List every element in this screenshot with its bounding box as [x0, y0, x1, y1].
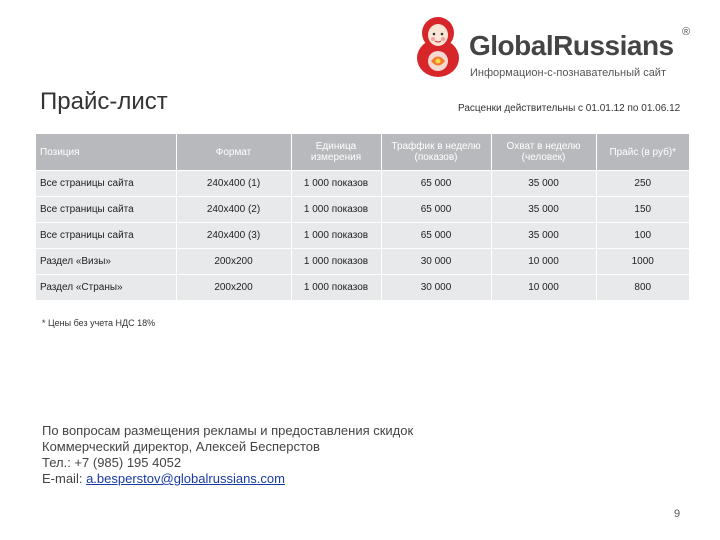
logo-tagline: Информацион-с-познавательный сайт	[470, 67, 666, 79]
cell-reach: 10 000	[491, 249, 596, 275]
cell-price: 150	[596, 197, 689, 223]
email-link[interactable]: a.besperstov@globalrussians.com	[86, 471, 285, 486]
cell-position: Все страницы сайта	[36, 171, 176, 197]
cell-price: 1000	[596, 249, 689, 275]
vat-footnote: * Цены без учета НДС 18%	[42, 318, 156, 328]
table-row	[36, 249, 689, 275]
column-header-traffic: Траффик в неделю (показов)	[381, 134, 491, 171]
contact-email-line	[42, 471, 413, 487]
logo-name: GlobalRussians	[469, 30, 674, 61]
registered-mark: ®	[682, 26, 691, 38]
cell-unit: 1 000 показов	[291, 249, 381, 275]
cell-reach: 35 000	[491, 223, 596, 249]
table-header-row	[36, 134, 689, 171]
table-row	[36, 171, 689, 197]
cell-position: Все страницы сайта	[36, 223, 176, 249]
contact-intro: По вопросам размещения рекламы и предоставления скидок	[42, 423, 414, 438]
cell-unit: 1 000 показов	[291, 171, 381, 197]
cell-unit: 1 000 показов	[291, 223, 381, 249]
cell-unit: 1 000 показов	[291, 275, 381, 301]
cell-reach: 35 000	[491, 171, 596, 197]
contact-block	[42, 423, 413, 487]
cell-traffic: 65 000	[381, 171, 491, 197]
contact-person: Коммерческий директор, Алексей Бесперстов	[42, 439, 320, 454]
table-row	[36, 223, 689, 249]
cell-unit: 1 000 показов	[291, 197, 381, 223]
cell-reach: 10 000	[491, 275, 596, 301]
column-header-price: Прайс (в руб)*	[596, 134, 689, 171]
page-number: 9	[674, 508, 681, 520]
email-label: E-mail:	[42, 471, 87, 486]
page-title: Прайс-лист	[40, 88, 168, 115]
cell-format: 240x400 (3)	[176, 223, 291, 249]
cell-format: 200x200	[176, 249, 291, 275]
cell-format: 200x200	[176, 275, 291, 301]
table-row	[36, 275, 689, 301]
column-header-reach: Охват в неделю (человек)	[491, 134, 596, 171]
column-header-format: Формат	[176, 134, 291, 171]
cell-traffic: 65 000	[381, 223, 491, 249]
table-row	[36, 197, 689, 223]
cell-format: 240x400 (1)	[176, 171, 291, 197]
logo	[412, 12, 702, 82]
price-table	[36, 134, 689, 301]
cell-position: Раздел «Страны»	[36, 275, 176, 301]
cell-traffic: 65 000	[381, 197, 491, 223]
cell-format: 240x400 (2)	[176, 197, 291, 223]
column-header-unit: Единица измерения	[291, 134, 381, 171]
cell-position: Все страницы сайта	[36, 197, 176, 223]
validity-note: Расценки действительны с 01.01.12 по 01.06.12	[458, 103, 681, 114]
cell-traffic: 30 000	[381, 275, 491, 301]
cell-price: 100	[596, 223, 689, 249]
matryoshka-icon	[414, 14, 462, 78]
cell-price: 800	[596, 275, 689, 301]
column-header-position: Позиция	[36, 134, 176, 171]
cell-position: Раздел «Визы»	[36, 249, 176, 275]
cell-traffic: 30 000	[381, 249, 491, 275]
contact-phone: Тел.: +7 (985) 195 4052	[42, 455, 182, 470]
cell-reach: 35 000	[491, 197, 596, 223]
cell-price: 250	[596, 171, 689, 197]
